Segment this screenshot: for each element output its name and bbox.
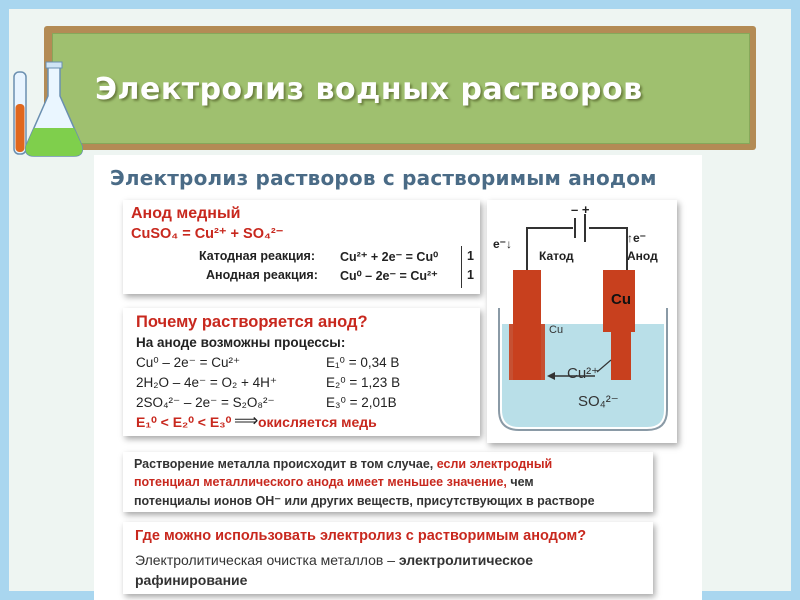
process-1-equation: Cu⁰ – 2e⁻ = Cu²⁺ [136,355,241,370]
cation-label: Cu²⁺ [567,365,600,382]
cathode-reaction-label: Катодная реакция: [199,249,315,263]
application-answer-line-1 [135,552,533,568]
box1-heading: Анод медный [131,205,241,222]
process-2-potential: E₂⁰ = 1,23 В [326,375,401,390]
answer-plain: Электролитическая очистка металлов – [135,552,395,568]
conclusion-text: окисляется медь [258,414,377,430]
condition-line-2-plain: чем [510,475,534,489]
box2-subheading: На аноде возможны процессы: [136,335,346,350]
anode-metal-label: Cu [611,291,631,308]
condition-line-2-red: потенциал металлического анода имеет меньшее значение, [134,475,507,489]
cathode-reaction-equation: Cu²⁺ + 2e⁻ = Cu⁰ [340,250,439,264]
anode-coefficient: 1 [467,268,474,282]
condition-line-1-red: если электродный [436,457,553,471]
potential-inequality: E₁⁰ < E₂⁰ < E₃⁰ [136,414,232,430]
anion-label: SO₄²⁻ [578,393,619,410]
application-question: Где можно использовать электролиз с растворимым анодом? [135,528,587,544]
cathode-coefficient: 1 [467,249,474,263]
battery-polarity: – + [571,202,590,217]
process-2-equation: 2H₂O – 4e⁻ = O₂ + 4H⁺ [136,375,278,390]
condition-line-2 [134,475,534,489]
anode-reaction-equation: Cu⁰ – 2e⁻ = Cu²⁺ [340,269,438,283]
anode-wire [589,228,627,270]
process-1-potential: E₁⁰ = 0,34 В [326,355,400,370]
box2-heading: Почему растворяется анод? [136,313,368,331]
coefficient-divider [461,246,462,288]
slide-title: Электролиз водных растворов [95,72,643,107]
condition-line-3: потенциалы ионов OH⁻ или других веществ, присутствующих в растворе [134,494,595,508]
cathode-copper-deposit [509,324,545,380]
electron-right-label: ↑e⁻ [627,231,647,245]
electron-left-label: e⁻↓ [493,237,513,251]
cathode-label: Катод [539,249,574,263]
condition-line-1-plain: Растворение металла происходит в том случае, [134,457,434,471]
process-3-potential: E₃⁰ = 2,01В [326,395,397,410]
anode-label: Анод [627,249,658,263]
answer-bold-2: рафинирование [135,572,248,588]
content-title: Электролиз растворов с растворимым анодом [110,166,657,190]
answer-bold-1: электролитическое [398,552,534,568]
box1-equation: CuSO₄ = Cu²⁺ + SO₄²⁻ [131,226,284,242]
anode-electrode-dissolving [611,332,631,380]
process-3-equation: 2SO₄²⁻ – 2e⁻ = S₂O₈²⁻ [136,395,275,410]
condition-line-1 [134,457,552,471]
anode-reaction-label: Анодная реакция: [206,268,318,282]
deposit-label: Cu [549,324,564,336]
implies-arrow-icon: ⟹ [234,411,259,430]
chemistry-flask-icon [10,58,90,168]
